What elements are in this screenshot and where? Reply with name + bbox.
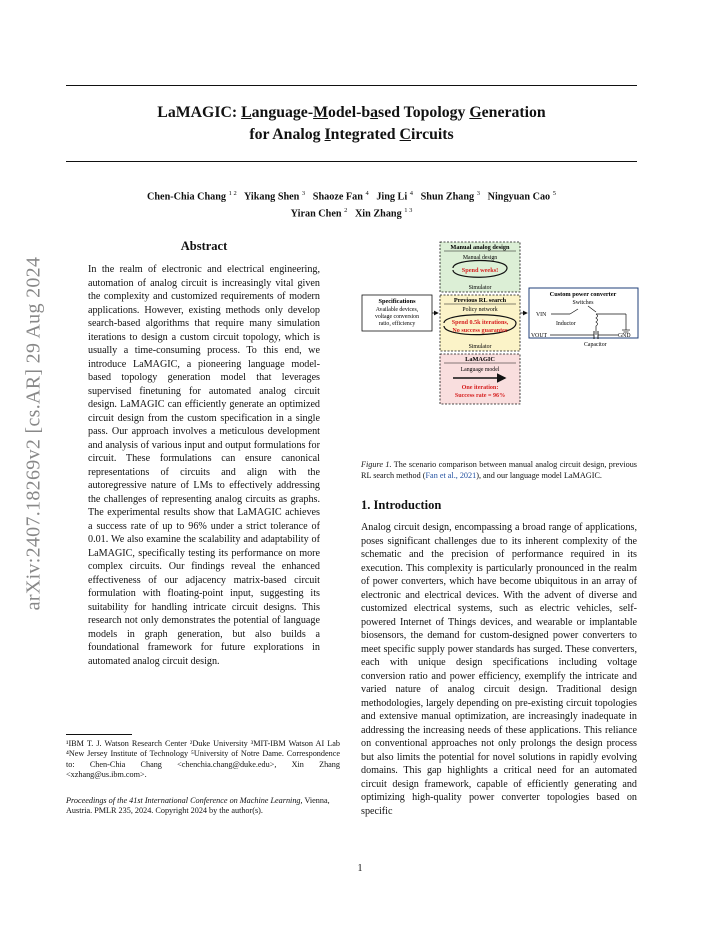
lm-red-text-2: Success rate = 96% xyxy=(454,393,506,399)
title-line-2: for Analog Integrated Circuits xyxy=(249,126,454,143)
conv-vin: VIN xyxy=(536,312,547,318)
conv-vout: VOUT xyxy=(531,333,548,339)
arxiv-identifier[interactable]: arXiv:2407.18269v2 [cs.AR] 29 Aug 2024 xyxy=(22,256,45,611)
conv-capacitor: Capacitor xyxy=(584,342,607,348)
spec-line-1: Available devices, xyxy=(375,307,419,313)
rl-red-text-1: Spend 0.5k iterations, xyxy=(451,320,509,326)
title-line-1: LaMAGIC: Language-Model-based Topology Generation xyxy=(157,104,546,121)
figure-1-caption: Figure 1. The scenario comparison between manual analog circuit design, previous RL search method (Fan et al., 2021), and our language model LaMAGIC. xyxy=(361,460,637,480)
conv-title: Custom power converter xyxy=(549,291,617,298)
rl-sim: Simulator xyxy=(468,344,492,350)
proceedings-note xyxy=(66,796,340,817)
figure-label: Figure 1. xyxy=(361,460,392,469)
author-line-1: Chen-Chia Chang $^{1 2}$ Yikang Shen $^3$ Shaoze Fan $^4$ Jing Li $^4$ Shun Zhang $^3$ Ningyuan Cao $^5$ xyxy=(147,190,556,203)
abstract-text: In the realm of electronic and electrical engineering, automation of analog circuit is increasingly vital given the complexity and customized requirements of modern applications. However, existing methods only develop search-based algorithms that require many simulation iterations to design a custom circuit topology, which is usually a time-consuming process. To this end, we introduce LaMAGIC, a pioneering language model-based topology generation model that leverages supervised finetuning for automated analog circuit design. LaMAGIC can efficiently generate an optimized circuit design from the custom specification in a single pass. Our approach involves a meticulous development and analysis of various input and output formulations for circuit. These formulations can ensure canonical representations of circuits and align with the autoregressive nature of LMs to effectively addressing the challenges of representing analog circuits as graphs. The experimental results show that LaMAGIC achieves a success rate of up to 96% under a strict tolerance of 0.01. We also examine the scalability and adaptability of LaMAGIC, specifically testing its performance on more complex circuits. Our findings reveal the enhanced effectiveness of our adjacency matrix-based circuit formulation with floating-point input, suggesting its suitability for handling intricate circuit designs. This research not only demonstrates the potential of language models in graph generation, but also builds a foundational framework for future explorations in automated analog circuit design. xyxy=(88,264,320,667)
manual-red-text: Spend weeks! xyxy=(461,267,499,274)
conv-gnd: GND xyxy=(618,333,631,339)
author-line-2: Yiran Chen $^2$ Xin Zhang $^{1 3}$ xyxy=(290,206,413,220)
spec-line-3: ratio, efficiency xyxy=(378,321,416,327)
abstract-heading: Abstract xyxy=(180,239,228,253)
manual-sim: Simulator xyxy=(468,285,492,291)
paper-title xyxy=(66,102,637,146)
rl-title: Previous RL search xyxy=(453,297,507,304)
intro-heading: 1. Introduction xyxy=(361,498,442,512)
proceedings-venue: Proceedings of the 41st International Conference on Machine Learning xyxy=(66,796,301,805)
manual-title: Manual analog design xyxy=(450,244,510,251)
spec-line-2: voltage conversion xyxy=(375,314,419,320)
intro-text: Analog circuit design, encompassing a broad range of applications, poses significant challenges due to its inherent complexity of the schematic and the precision of performance required in its execution. This complexity is particularly pronounced in the realm of power converters, which have become ubiquitous in an array of electronic and electrical devices. With the advent of diverse and customized electrical systems, such as electric vehicles, self-powered Internet of Things devices, and wearable or implantable biosensors, the demand for custom-designed power converters to meet specific supply power standards has surged. These converters, each with unique design specifications including voltage conversion ratio and power efficiency, exemplify the intricate and varied nature of analog circuit design. Traditional design methodologies, largely depending on pre-existing circuit topologies and extensive manual optimization, are increasingly inadequate in addressing the increasing needs of these applications. This reliance on conventional approaches not only prolongs the design process but also limits the potential for novel solutions in rapidly evolving domains. This gap highlights a critical need for an automated circuit design framework, capable of efficiently generating and optimizing high-quality power converter topologies based on specific xyxy=(361,522,637,817)
citation-link[interactable]: Fan et al., 2021 xyxy=(425,471,477,480)
manual-label: Manual design xyxy=(462,255,498,261)
footnote-rule xyxy=(66,734,132,735)
affiliation-footnote: ¹IBM T. J. Watson Research Center ²Duke University ³MIT-IBM Watson AI Lab ⁴New Jersey Institute of Technology ⁵University of Notre Dame. Correspondence to: Chen-Chia Chang <chenchia.chang@duke.edu>, Xin Zhang <xzhang@us.ibm.com>. xyxy=(66,739,340,780)
conv-inductor: Inductor xyxy=(556,321,576,327)
spec-title: Specifications xyxy=(378,298,416,305)
lm-red-text-1: One iteration: xyxy=(461,385,499,391)
rl-label: Policy network xyxy=(462,307,498,313)
conv-switches: Switches xyxy=(572,300,594,306)
rl-red-text-2: No success guarantee xyxy=(452,328,508,334)
lm-title: LaMAGIC xyxy=(465,356,495,363)
lm-label: Language model xyxy=(460,367,500,373)
top-rule xyxy=(66,85,637,86)
figure-1-diagram xyxy=(360,238,640,408)
title-bottom-rule xyxy=(66,161,637,162)
author-list xyxy=(66,187,637,221)
page-number: 1 xyxy=(357,863,363,874)
proceedings-rest: , Vienna, Austria. PMLR 235, 2024. Copyright 2024 by the author(s). xyxy=(66,796,330,816)
